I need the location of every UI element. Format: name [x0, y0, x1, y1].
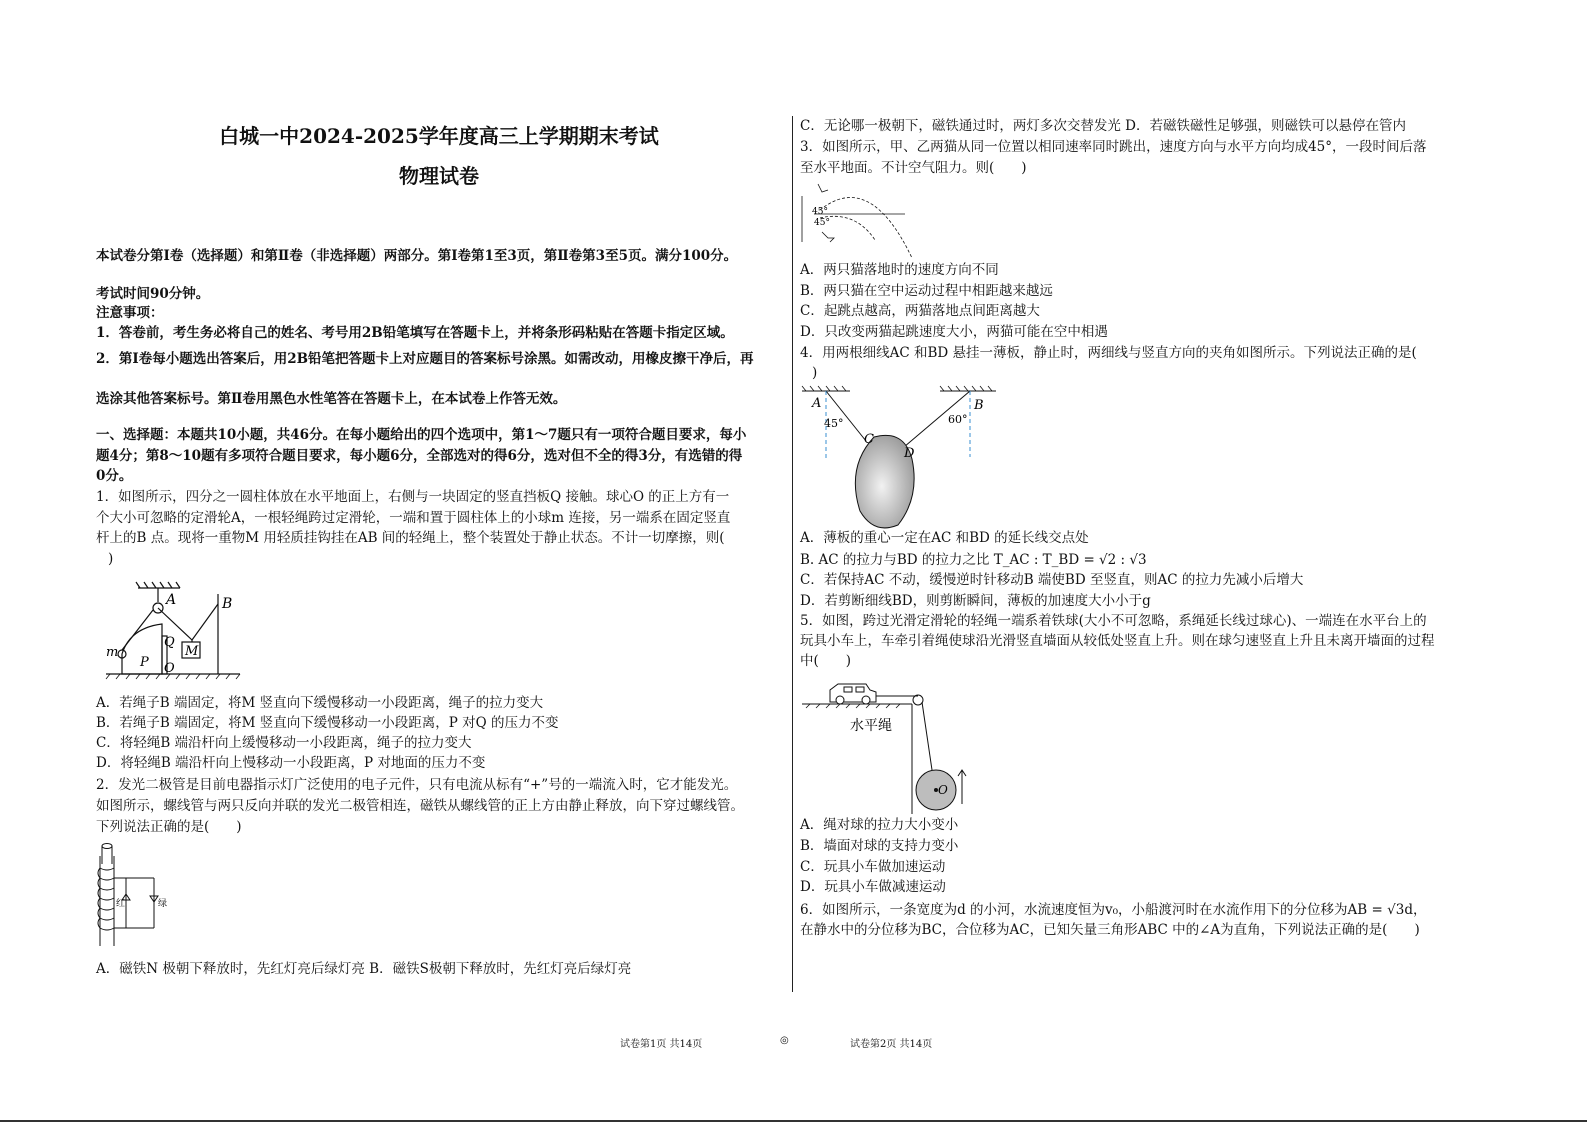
q4-stem: ) [812, 365, 818, 381]
svg-text:45°: 45° [812, 207, 828, 217]
q3-option-c: C．起跳点越高，两猫落地点间距离越大 [800, 303, 1040, 319]
q2-stem: 2．发光二极管是目前电器指示灯广泛使用的电子元件，只有电流从标有“+”号的一端流入时，它才能发光。 [96, 777, 738, 793]
svg-text:45°: 45° [814, 218, 830, 228]
section-header: 0分。 [96, 468, 133, 484]
q2-stem: 下列说法正确的是( ) [96, 819, 242, 835]
q1-option-b: B．若绳子B 端固定，将M 竖直向下缓慢移动一小段距离，P 对Q 的压力不变 [96, 715, 559, 731]
q5-stem: 5．如图，跨过光滑定滑轮的轻绳一端系着铁球(大小不可忽略，系绳延长线过球心)、一端连在水平台上的 [800, 613, 1427, 629]
q5-stem: 玩具小车上，车牵引着绳使球沿光滑竖直墙面从较低处竖直上升。则在球匀速竖直上升且未离开墙面的过程 [800, 633, 1435, 649]
svg-text:B: B [222, 596, 233, 612]
q5-option-c: C．玩具小车做加速运动 [800, 859, 946, 875]
q3-figure [800, 180, 915, 260]
svg-text:45°: 45° [824, 417, 844, 430]
intro-line: 2．第Ⅰ卷每小题选出答案后，用2B铅笔把答题卡上对应题目的答案标号涂黑。如需改动，用橡皮擦干净后，再 [96, 351, 754, 367]
intro-line: 注意事项： [96, 305, 164, 321]
q5-option-d: D．玩具小车做减速运动 [800, 879, 946, 895]
section-header: 题4分；第8～10题有多项符合题目要求，每小题6分，全部选对的得6分，选对但不全的得3分，有选错的得 [96, 448, 743, 464]
q4-option-a: A．薄板的重心一定在AC 和BD 的延长线交点处 [800, 530, 1089, 546]
q4-option-d: D．若剪断细线BD，则剪断瞬间，薄板的加速度大小小于g [800, 593, 1151, 609]
q4-stem: 4．用两根细线AC 和BD 悬挂一薄板，静止时，两细线与竖直方向的夹角如图所示。下列说法正确的是( [800, 345, 1417, 361]
q1-figure [100, 580, 250, 680]
intro-line: 本试卷分第Ⅰ卷（选择题）和第Ⅱ卷（非选择题）两部分。第Ⅰ卷第1至3页，第Ⅱ卷第3至5页。满分100分。 [96, 248, 738, 264]
q1-option-c: C．将轻绳B 端沿杆向上缓慢移动一小段距离，绳子的拉力变大 [96, 735, 472, 751]
svg-text:C: C [864, 432, 874, 447]
q4-figure [800, 385, 1000, 533]
q5-option-b: B．墙面对球的支持力变小 [800, 838, 959, 854]
q2-figure [96, 838, 166, 950]
svg-text:绿: 绿 [158, 899, 168, 909]
q2-stem: 如图所示，螺线管与两只反向并联的发光二极管相连，磁铁从螺线管的正上方由静止释放，向下穿过螺线管。 [96, 798, 744, 814]
page-number-right: 试卷第2页 共14页 [850, 1039, 933, 1050]
q4-option-c: C．若保持AC 不动，缓慢逆时针移动B 端使BD 至竖直，则AC 的拉力先减小后增大 [800, 572, 1304, 588]
q3-option-a: A．两只猫落地时的速度方向不同 [800, 262, 999, 278]
svg-text:M: M [185, 644, 199, 659]
q1-option-d: D．将轻绳B 端沿杆向上慢移动一小段距离，P 对地面的压力不变 [96, 755, 486, 771]
svg-text:红: 红 [116, 899, 126, 909]
q2-options: C．无论哪一极朝下，磁铁通过时，两灯多次交替发光 D．若磁铁磁性足够强，则磁铁可以悬停在管内 [800, 118, 1406, 134]
q3-option-b: B．两只猫在空中运动过程中相距越来越远 [800, 283, 1053, 299]
svg-text:O: O [164, 661, 175, 676]
svg-text:60°: 60° [948, 413, 968, 426]
svg-text:A: A [166, 592, 177, 608]
q1-option-a: A．若绳子B 端固定，将M 竖直向下缓慢移动一小段距离，绳子的拉力变大 [96, 695, 544, 711]
intro-line: 选涂其他答案标号。第Ⅱ卷用黑色水性笔答在答题卡上，在本试卷上作答无效。 [96, 391, 567, 407]
svg-text:水平绳: 水平绳 [850, 717, 892, 733]
svg-text:P: P [140, 655, 149, 670]
q3-option-d: D．只改变两猫起跳速度大小，两猫可能在空中相遇 [800, 324, 1108, 340]
q3-stem: 3．如图所示，甲、乙两猫从同一位置以相同速率同时跳出，速度方向与水平方向均成45°，一段时间后落 [800, 139, 1427, 155]
svg-text:A: A [812, 396, 822, 411]
intro-line: 1．答卷前，考生务必将自己的姓名、考号用2B铅笔填写在答题卡上，并将条形码粘贴在答题卡指定区域。 [96, 325, 734, 341]
q2-options: A．磁铁N 极朝下释放时，先红灯亮后绿灯亮 B．磁铁S极朝下释放时，先红灯亮后绿灯亮 [96, 961, 632, 977]
q1-stem: 个大小可忽略的定滑轮A，一根轻绳跨过定滑轮，一端和置于圆柱体上的小球m 连接，另一端系在固定竖直 [96, 510, 731, 526]
svg-text:O: O [938, 783, 948, 797]
svg-text:D: D [904, 446, 915, 461]
page-subtitle: 物理试卷 [399, 164, 479, 188]
q5-option-a: A．绳对球的拉力大小变小 [800, 817, 959, 833]
svg-text:m: m [106, 645, 119, 660]
section-header: 一、选择题：本题共10小题，共46分。在每小题给出的四个选项中，第1～7题只有一项符合题目要求，每小 [96, 427, 747, 443]
svg-text:B: B [974, 398, 984, 413]
svg-text:Q: Q [164, 635, 175, 650]
footer-separator: ◎ [780, 1035, 789, 1046]
q6-stem: 6．如图所示，一条宽度为d 的小河，水流速度恒为v₀，小船渡河时在水流作用下的分位移为AB = √3d， [800, 902, 1427, 918]
q1-stem: ) [108, 551, 114, 567]
q5-figure [800, 674, 980, 814]
column-divider [792, 116, 793, 992]
q5-stem: 中( ) [800, 653, 852, 669]
q6-stem: 在静水中的分位移为BC，合位移为AC，已知矢量三角形ABC 中的∠A为直角，下列说法正确的是( ) [800, 922, 1420, 938]
q1-stem: 杆上的B 点。现将一重物M 用轻质挂钩挂在AB 间的轻绳上，整个装置处于静止状态。不计一切摩擦，则( [96, 530, 725, 546]
q4-option-b: B. AC 的拉力与BD 的拉力之比 T_AC : T_BD = √2 : √3 [800, 552, 1147, 568]
q3-stem: 至水平地面。不计空气阻力。则( ) [800, 160, 1027, 176]
page-number-left: 试卷第1页 共14页 [620, 1039, 703, 1050]
page-title: 白城一中2024-2025学年度高三上学期期末考试 [219, 124, 659, 148]
intro-line: 考试时间90分钟。 [96, 286, 210, 302]
q1-stem: 1．如图所示，四分之一圆柱体放在水平地面上，右侧与一块固定的竖直挡板Q 接触。球心O 的正上方有一 [96, 489, 730, 505]
